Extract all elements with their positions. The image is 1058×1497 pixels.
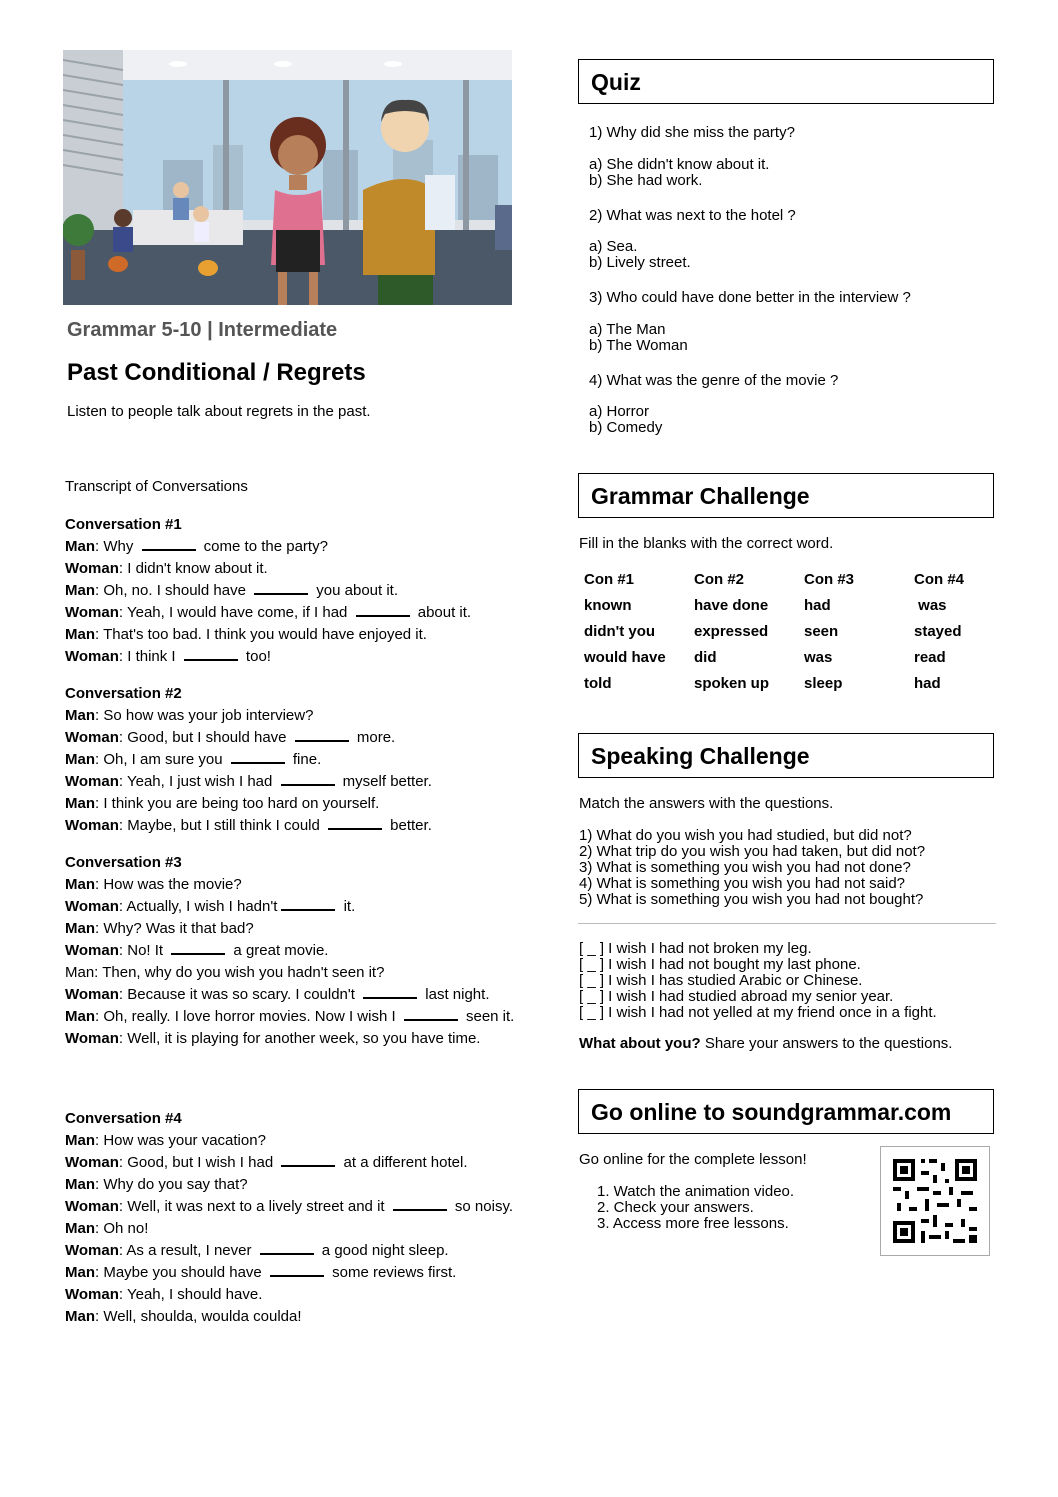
dialogue-line: Man: Oh no!: [65, 1220, 149, 1237]
quiz-question: 1) Why did she miss the party?: [589, 124, 795, 141]
speaking-question: 3) What is something you wish you had not done?: [579, 859, 911, 876]
qr-code[interactable]: [880, 1146, 990, 1256]
fill-blank[interactable]: [295, 728, 349, 742]
table-cell: had: [914, 674, 941, 692]
speaking-question: 2) What trip do you wish you had taken, but did not?: [579, 843, 926, 860]
quiz-option[interactable]: a) Horror: [589, 403, 650, 420]
quiz-option[interactable]: a) The Man: [589, 321, 666, 338]
dialogue-line: Woman: Yeah, I should have.: [65, 1286, 263, 1303]
dialogue-line: Man: Maybe you should have some reviews first.: [65, 1264, 457, 1281]
fill-blank[interactable]: [270, 1263, 324, 1277]
quiz-option[interactable]: b) The Woman: [589, 337, 688, 354]
dialogue-line: Woman: Actually, I wish I hadn't it.: [65, 898, 356, 915]
table-cell: sleep: [804, 674, 843, 692]
table-cell: have done: [694, 596, 769, 614]
dialogue-line: Woman: Good, but I wish I had at a different hotel.: [65, 1154, 468, 1171]
dialogue-line: Man: Oh, no. I should have you about it.: [65, 582, 399, 599]
quiz-option[interactable]: a) She didn't know about it.: [589, 156, 770, 173]
online-intro: Go online for the complete lesson!: [579, 1151, 807, 1168]
fill-blank[interactable]: [254, 581, 308, 595]
table-cell: known: [584, 596, 632, 614]
fill-blank[interactable]: [356, 603, 410, 617]
fill-blank[interactable]: [281, 897, 335, 911]
section-divider: [578, 923, 996, 924]
table-cell: stayed: [914, 622, 962, 640]
speaking-answer[interactable]: [ _ ] I wish I had not yelled at my friend once in a fight.: [579, 1004, 937, 1021]
online-step: 1. Watch the animation video.: [597, 1183, 795, 1200]
speaking-question: 4) What is something you wish you had not said?: [579, 875, 906, 892]
speaking-question: 1) What do you wish you had studied, but did not?: [579, 827, 912, 844]
fill-blank[interactable]: [328, 816, 382, 830]
dialogue-line: Woman: Maybe, but I still think I could better.: [65, 817, 432, 834]
table-cell: read: [914, 648, 946, 666]
grammar-instruction: Fill in the blanks with the correct word.: [579, 535, 834, 552]
speaking-answer[interactable]: [ _ ] I wish I had studied abroad my senior year.: [579, 988, 894, 1005]
dialogue-line: Woman: Well, it was next to a lively street and it so noisy.: [65, 1198, 513, 1215]
quiz-heading-box: [578, 59, 994, 104]
quiz-option[interactable]: b) Lively street.: [589, 254, 691, 271]
table-header: Con #1: [584, 570, 635, 588]
fill-blank[interactable]: [404, 1007, 458, 1021]
online-heading: Go online to soundgrammar.com: [591, 1099, 952, 1125]
fill-blank[interactable]: [142, 537, 196, 551]
dialogue-line: Woman: No! It a great movie.: [65, 942, 329, 959]
table-cell: expressed: [694, 622, 769, 640]
dialogue-line: Man: How was the movie?: [65, 876, 242, 893]
speaking-instruction: Match the answers with the questions.: [579, 795, 834, 812]
dialogue-line: Woman: Yeah, I would have come, if I had about it.: [65, 604, 472, 621]
quiz-option[interactable]: a) Sea.: [589, 238, 638, 255]
dialogue-line: Man: Why do you say that?: [65, 1176, 248, 1193]
fill-blank[interactable]: [281, 772, 335, 786]
quiz-option[interactable]: b) Comedy: [589, 419, 663, 436]
lesson-title: Past Conditional / Regrets: [67, 359, 366, 386]
fill-blank[interactable]: [171, 941, 225, 955]
dialogue-line: Woman: I think I too!: [65, 648, 271, 665]
dialogue-line: Man: Well, shoulda, woulda coulda!: [65, 1308, 302, 1325]
lesson-description: Listen to people talk about regrets in the past.: [67, 403, 371, 420]
table-cell: had: [804, 596, 831, 614]
quiz-question: 3) Who could have done better in the interview ?: [589, 289, 911, 306]
lesson-level: Grammar 5-10 | Intermediate: [67, 319, 338, 341]
speaking-answer[interactable]: [ _ ] I wish I had not broken my leg.: [579, 940, 812, 957]
fill-blank[interactable]: [393, 1197, 447, 1211]
conversation-1: [65, 514, 525, 668]
transcript-label: Transcript of Conversations: [65, 478, 248, 495]
online-step: 3. Access more free lessons.: [597, 1215, 789, 1232]
conversation-title: Conversation #1: [65, 516, 182, 533]
conversation-title: Conversation #4: [65, 1110, 182, 1127]
lesson-illustration: [63, 50, 512, 305]
fill-blank[interactable]: [281, 1153, 335, 1167]
table-cell: was: [804, 648, 833, 666]
table-cell: was: [914, 596, 947, 614]
dialogue-line: Woman: Yeah, I just wish I had myself better.: [65, 773, 432, 790]
dialogue-line: Man: Why come to the party?: [65, 538, 328, 555]
grammar-heading-box: [578, 473, 994, 518]
dialogue-line: Woman: Good, but I should have more.: [65, 729, 396, 746]
conversation-4: [65, 1108, 515, 1328]
table-cell: would have: [584, 648, 666, 666]
online-heading-box: [578, 1089, 994, 1134]
table-header: Con #3: [804, 570, 855, 588]
table-cell: told: [584, 674, 612, 692]
table-cell: did: [694, 648, 717, 666]
table-header: Con #4: [914, 570, 965, 588]
dialogue-line: Man: That's too bad. I think you would have enjoyed it.: [65, 626, 427, 643]
table-header: Con #2: [694, 570, 745, 588]
quiz-question: 4) What was the genre of the movie ?: [589, 372, 839, 389]
dialogue-line: Man: Then, why do you wish you hadn't seen it?: [65, 964, 385, 981]
office-scene-illustration: [63, 50, 512, 305]
dialogue-line: Woman: Because it was so scary. I couldn't last night.: [65, 986, 490, 1003]
dialogue-line: Woman: As a result, I never a good night sleep.: [65, 1242, 449, 1259]
speaking-answer[interactable]: [ _ ] I wish I has studied Arabic or Chinese.: [579, 972, 863, 989]
conversation-2: [65, 683, 525, 837]
online-step: 2. Check your answers.: [597, 1199, 754, 1216]
speaking-heading-box: [578, 733, 994, 778]
speaking-question: 5) What is something you wish you had not bought?: [579, 891, 924, 908]
quiz-heading: Quiz: [591, 69, 641, 95]
table-cell: spoken up: [694, 674, 770, 692]
dialogue-line: Man: Oh, I am sure you fine.: [65, 751, 322, 768]
fill-blank[interactable]: [363, 985, 417, 999]
qr-code-icon: [881, 1147, 989, 1255]
table-cell: seen: [804, 622, 839, 640]
table-cell: didn't you: [584, 622, 656, 640]
dialogue-line: Man: I think you are being too hard on yourself.: [65, 795, 380, 812]
fill-blank[interactable]: [184, 647, 238, 661]
dialogue-line: Man: So how was your job interview?: [65, 707, 314, 724]
speaking-heading: Speaking Challenge: [591, 743, 810, 769]
conversation-title: Conversation #3: [65, 854, 182, 871]
speaking-answer[interactable]: [ _ ] I wish I had not bought my last phone.: [579, 956, 861, 973]
conversation-title: Conversation #2: [65, 685, 182, 702]
dialogue-line: Man: Oh, really. I love horror movies. Now I wish I seen it.: [65, 1008, 515, 1025]
grammar-word-table: [578, 566, 1018, 696]
dialogue-line: Woman: I didn't know about it.: [65, 560, 268, 577]
what-about-you: What about you? Share your answers to the questions.: [579, 1035, 953, 1052]
quiz-question: 2) What was next to the hotel ?: [589, 207, 796, 224]
dialogue-line: Man: Why? Was it that bad?: [65, 920, 254, 937]
quiz-option[interactable]: b) She had work.: [589, 172, 703, 189]
fill-blank[interactable]: [260, 1241, 314, 1255]
fill-blank[interactable]: [231, 750, 285, 764]
conversation-3: [65, 852, 515, 1050]
grammar-heading: Grammar Challenge: [591, 483, 810, 509]
dialogue-line: Man: How was your vacation?: [65, 1132, 266, 1149]
dialogue-line: Woman: Well, it is playing for another week, so you have time.: [65, 1030, 481, 1047]
